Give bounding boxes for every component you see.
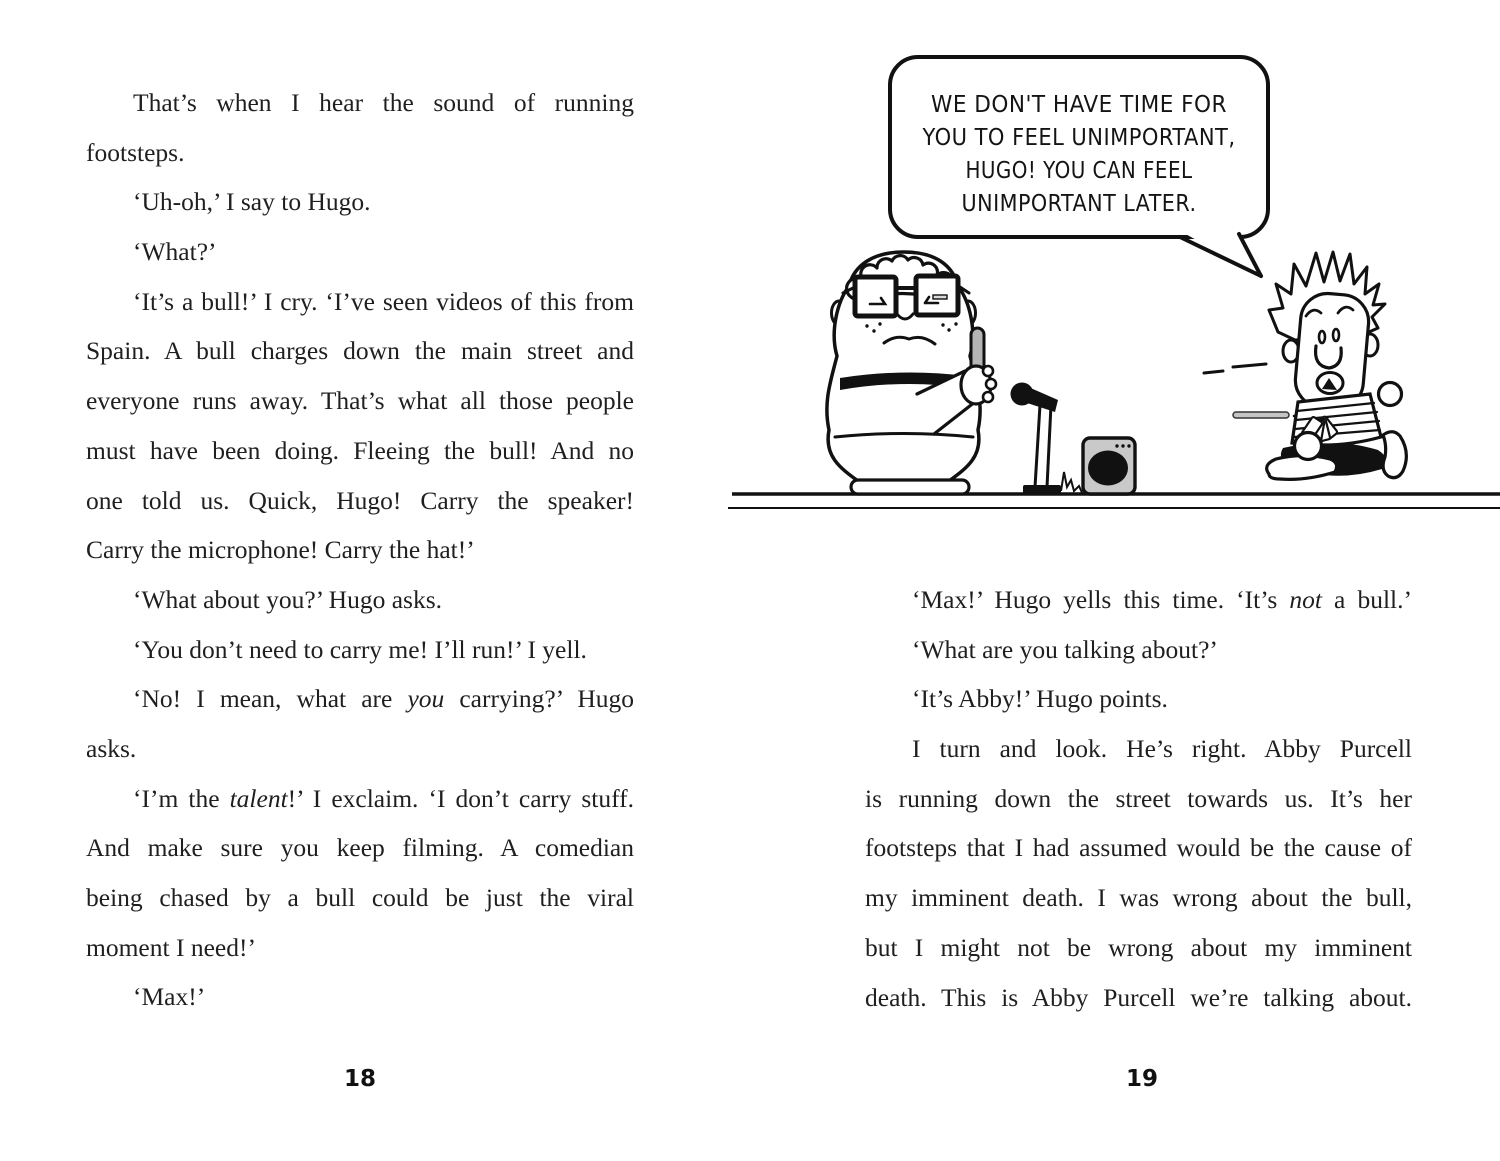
bubble-text-line: UNIMPORTANT LATER.	[961, 191, 1197, 217]
text-line: ‘What about you?’ Hugo asks.	[133, 584, 442, 614]
text-line: death. This is Abby Purcell we’re talking about.	[865, 982, 1412, 1012]
microphone-icon	[1011, 383, 1084, 496]
text-line: ‘No! I mean, what are you carrying?’ Hugo	[133, 684, 634, 714]
text-line: but I might not be wrong about my imminent	[865, 932, 1412, 962]
text-line: ‘I’m the talent!’ I exclaim. ‘I don’t carry stuff.	[133, 783, 635, 813]
text-line: footsteps.	[86, 137, 185, 167]
page-number-left: 18	[343, 1066, 376, 1092]
text-line: footsteps that I had assumed would be the cause of	[865, 833, 1412, 863]
right-page-text	[865, 575, 1412, 1022]
left-page-text	[86, 78, 634, 1022]
text-line: everyone runs away. That’s what all those people	[86, 386, 634, 416]
text-line: is running down the street towards us. It’s her	[865, 783, 1412, 813]
speaker-icon	[1083, 438, 1135, 494]
text-line: That’s when I hear the sound of running	[133, 88, 634, 117]
running-kid-figure	[1267, 252, 1407, 479]
page-number-right: 19	[1125, 1066, 1158, 1092]
text-line: ‘What are you talking about?’	[912, 634, 1218, 664]
mic-cable	[1061, 472, 1083, 495]
ground-line	[728, 494, 1500, 508]
text-line: asks.	[86, 733, 137, 763]
text-line: ‘It’s Abby!’ Hugo points.	[912, 684, 1168, 714]
text-line: ‘Max!’	[133, 982, 206, 1012]
text-line: my imminent death. I was wrong about the bull,	[865, 883, 1412, 913]
text-line: moment I need!’	[86, 932, 256, 962]
text-line: being chased by a bull could be just the viral	[86, 883, 634, 912]
mic-stand	[1035, 405, 1051, 487]
bubble-text-line: YOU TO FEEL UNIMPORTANT,	[921, 125, 1236, 151]
text-line: ‘Max!’ Hugo yells this time. ‘It’s not a bull.’	[912, 585, 1412, 614]
text-line: ‘It’s a bull!’ I cry. ‘I’ve seen videos of this from	[133, 286, 634, 316]
standing-kid-figure	[827, 252, 996, 494]
bubble-text-line: WE DON'T HAVE TIME FOR	[931, 92, 1227, 118]
cartoon-illustration	[720, 40, 1500, 520]
text-line: I turn and look. He’s right. Abby Purcell	[912, 734, 1412, 764]
text-line: one told us. Quick, Hugo! Carry the speaker!	[86, 485, 634, 515]
text-line: Spain. A bull charges down the main street and	[86, 336, 634, 366]
text-line: must have been doing. Fleeing the bull! And no	[86, 435, 634, 465]
text-line: And make sure you keep filming. A comedian	[86, 833, 634, 863]
bubble-text-line: HUGO! YOU CAN FEEL	[965, 158, 1193, 184]
text-line: Carry the microphone! Carry the hat!’	[86, 535, 475, 565]
text-line: ‘What?’	[133, 237, 217, 267]
text-line: ‘Uh-oh,’ I say to Hugo.	[133, 187, 371, 217]
text-line: ‘You don’t need to carry me! I’ll run!’ I yell.	[133, 634, 587, 664]
speech-bubble	[890, 57, 1268, 277]
speed-lines-icon	[1204, 364, 1305, 418]
